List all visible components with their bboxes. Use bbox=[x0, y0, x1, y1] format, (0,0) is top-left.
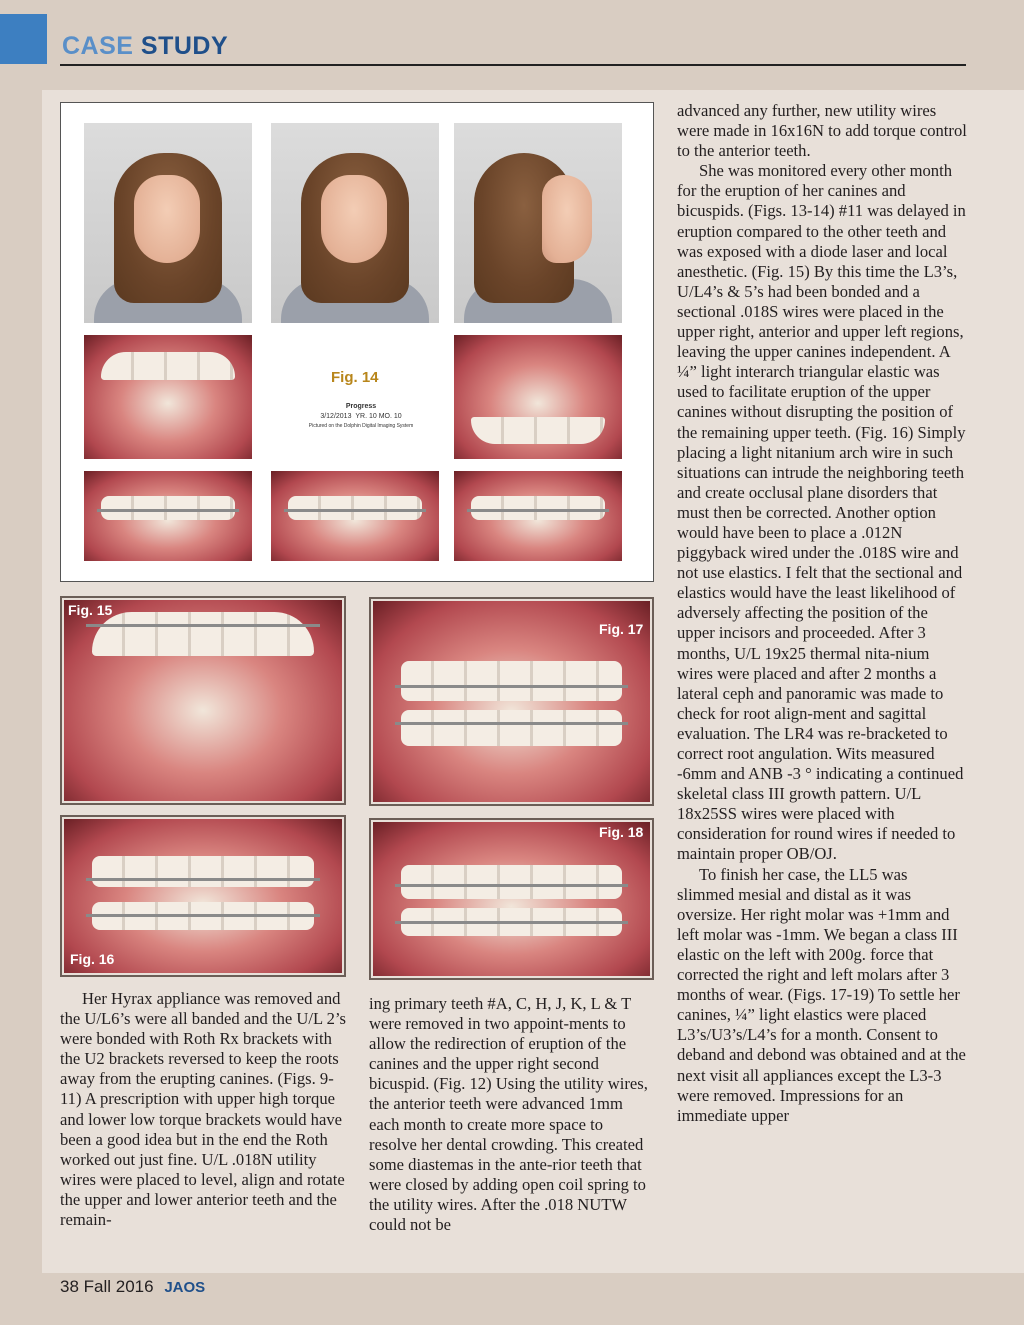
text-column-3 bbox=[677, 101, 967, 1126]
figure-17-label: Fig. 17 bbox=[599, 621, 644, 637]
column-3-paragraph-1: advanced any further, new utility wires were made in 16x16N to add torque control to the anterior teeth. bbox=[677, 101, 967, 161]
portrait-profile bbox=[454, 123, 622, 323]
section-header bbox=[62, 32, 228, 61]
figure-14-label: Fig. 14 bbox=[331, 369, 379, 386]
section-tab bbox=[0, 14, 47, 64]
figure-18-label: Fig. 18 bbox=[599, 824, 644, 840]
figure-15-photo bbox=[64, 600, 342, 801]
photo-left-buccal bbox=[454, 471, 622, 561]
column-3-paragraph-2: She was monitored every other month for the eruption of her canines and bicuspids. (Figs. 13-14) #11 was delayed in eruption compared to the other teeth and was exposed with a diode laser and local anesthetic. (Fig. 15) By this time the L3’s, U/L4’s & 5’s had been bonded and a sectional .018S wires were placed in the upper right, anterior and upper left regions, leaving the upper canines independent. A ¼” light interarch triangular elastic was used to facilitate eruption of the upper canines without disrupting the position of the remaining upper teeth. (Fig. 16) Simply placing a light nitanium arch wire in such situations can intrude the neighboring teeth and create occlusal plane disorders that must then be corrected. Another option would have been to place a .012N piggyback wired under the .018S wire and not use elastics. I felt that the sectional and elastics would have the least likelihood of adversely affecting the position of the upper incisors and proceeded. After 3 months, U/L 19x25 thermal nita-nium wires were placed and after 2 months a lateral ceph and panoramic was made to check for root align-ment and sagittal evaluation. The LR4 was re-bracketed to correct root angulation. Wits measured -6mm and ANB -3 ° indicating a continued skeletal class III growth pattern. U/L 18x25SS wires were placed with consideration for round wires if needed to maintain proper OB/OJ. bbox=[677, 161, 966, 864]
photo-upper-occlusal bbox=[84, 335, 252, 459]
page-footer bbox=[60, 1277, 205, 1297]
figure-14-composite bbox=[60, 102, 654, 582]
photo-right-buccal bbox=[84, 471, 252, 561]
caption-note: Pictured on the Dolphin Digital Imaging System bbox=[308, 423, 414, 429]
header-word-study: STUDY bbox=[140, 32, 229, 60]
portrait-smile bbox=[84, 123, 252, 323]
journal-name: JAOS bbox=[164, 1279, 206, 1296]
caption-title: Progress bbox=[345, 403, 377, 410]
portrait-front bbox=[271, 123, 439, 323]
figure-15-frame bbox=[60, 596, 346, 805]
column-2-paragraph: ing primary teeth #A, C, H, J, K, L & T were removed in two appoint-ments to allow the redirection of eruption of the canines and the upper right second bicuspid. (Fig. 12) Using the utility wires, the anterior teeth were advanced 1mm each month to create more space to resolve her dental crowding. This created some diastemas in the ante-rior teeth that were closed by adding open coil spring to the utility wires. After the .018 NUTW could not be bbox=[369, 994, 648, 1235]
figure-16-label: Fig. 16 bbox=[70, 951, 115, 967]
text-column-2 bbox=[369, 994, 654, 1235]
figure-17-frame bbox=[369, 597, 654, 806]
caption-age: YR. 10 MO. 10 bbox=[355, 413, 402, 420]
figure-16-photo bbox=[64, 819, 342, 973]
figure-18-frame bbox=[369, 818, 654, 980]
column-3-paragraph-3: To finish her case, the LL5 was slimmed mesial and distal as it was oversize. Her right molar was +1mm and left molar was -1mm. We began a class III elastic on the left with 200g. force that corrected the right and left molars after 3 months of wear. (Figs. 17-19) To settle her canines, ¼” light elastics were placed L3’s/U3’s/L4’s for a month. Consent to deband and debond was obtained and at the next visit all appliances except the L3-3 were removed. Impressions for an immediate upper bbox=[677, 864, 966, 1125]
page-number: 38 bbox=[60, 1277, 79, 1296]
text-column-1 bbox=[60, 989, 346, 1230]
issue-label: Fall 2016 bbox=[83, 1277, 154, 1296]
figure-14-caption bbox=[281, 403, 441, 432]
header-word-case: CASE bbox=[62, 32, 134, 60]
figure-15-label: Fig. 15 bbox=[68, 602, 113, 618]
figure-16-frame bbox=[60, 815, 346, 977]
header-rule bbox=[60, 64, 966, 66]
figure-18-photo bbox=[373, 822, 650, 976]
photo-frontal bbox=[271, 471, 439, 561]
column-1-paragraph: Her Hyrax appliance was removed and the U/L6’s were all banded and the U/L 2’s were bonded with Roth Rx brackets with the U2 brackets reversed to keep the roots away from the erupting canines. (Figs. 9-11) A prescription with upper high torque and lower low torque brackets would have been a good idea but in the end the Roth worked out just fine. U/L .018N utility wires were placed to level, align and rotate the upper and lower anterior teeth and the remain- bbox=[60, 989, 347, 1230]
photo-lower-occlusal bbox=[454, 335, 622, 459]
caption-date: 3/12/2013 bbox=[320, 413, 352, 420]
